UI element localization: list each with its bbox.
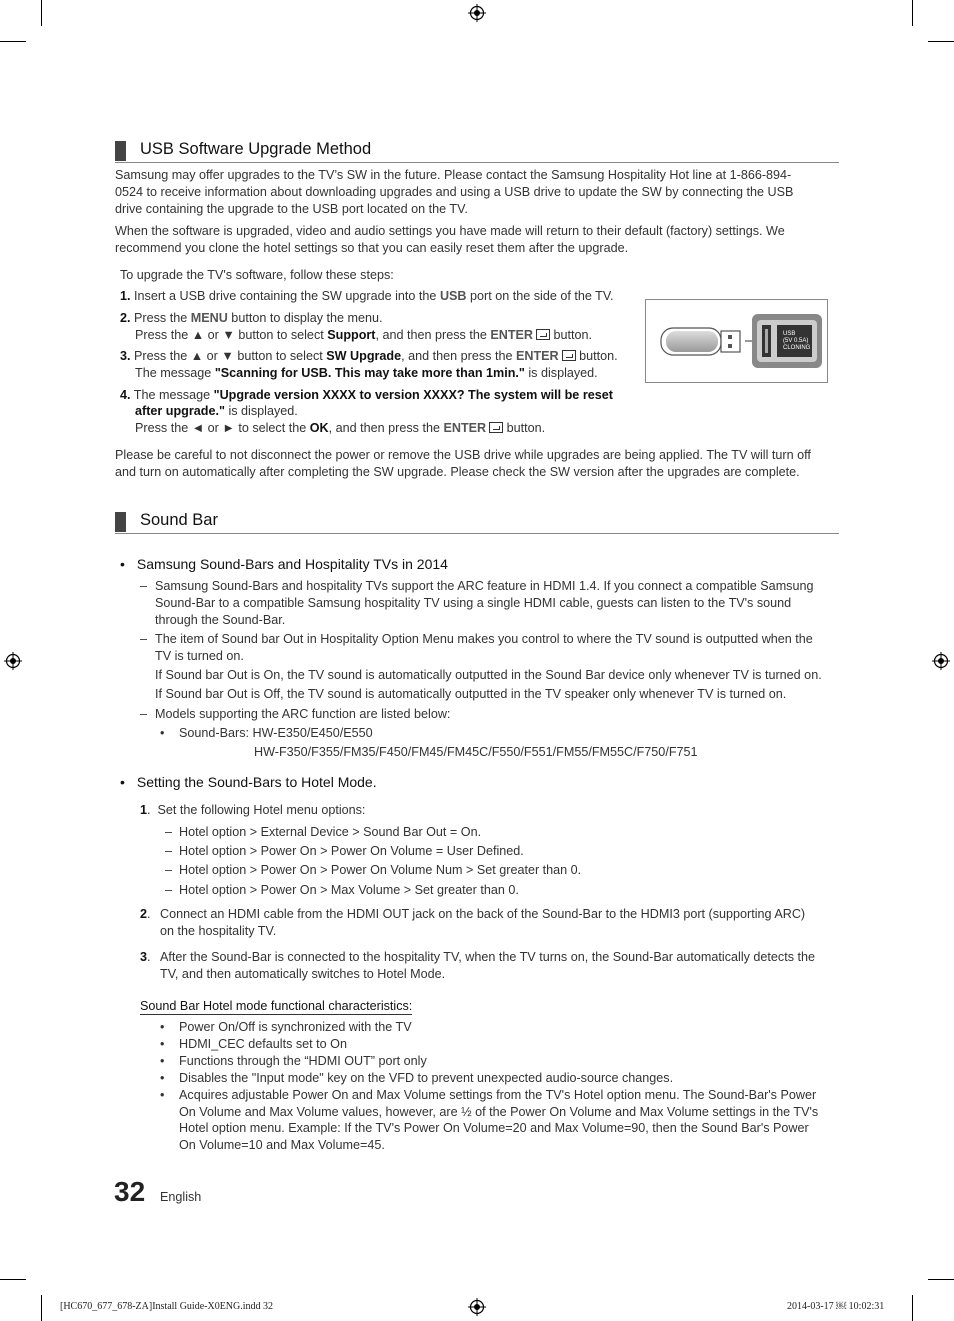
enter-icon (536, 329, 550, 340)
section-marker (115, 512, 126, 532)
usb-port-label: USB (5V 0.5A) CLONING (783, 331, 811, 351)
section-title-sound-bar: Sound Bar (140, 511, 218, 529)
characteristic-4: Disables the "Input mode" key on the VFD to prevent unexpected audio-source changes. (179, 1071, 674, 1085)
sound-bar-out-on: If Sound bar Out is On, the TV sound is automatically outputted in the Sound Bar device only whenever TV is turned on. (155, 668, 822, 682)
page-language: English (160, 1190, 202, 1204)
section-rule (115, 162, 839, 163)
bullet-dot: • (160, 726, 165, 740)
crop-mark (0, 41, 26, 42)
hotel-option-4: – Hotel option > Power On > Max Volume > Set greater than 0. (165, 883, 519, 897)
crop-mark (928, 41, 954, 42)
characteristics-title: Sound Bar Hotel mode functional characteristics: (140, 999, 413, 1013)
footer-timestamp: 2014-03-17 ￼ 10:02:31 (787, 1301, 885, 1312)
hotel-option-1: – Hotel option > External Device > Sound Bar Out = On. (165, 825, 482, 839)
bullet-dot: • (160, 1071, 165, 1085)
models-line-2: HW-F350/F355/FM35/F450/FM45/FM45C/F550/F551/FM55/FM55C/F750/F751 (254, 745, 698, 759)
crop-mark (912, 1295, 913, 1321)
hotel-step-2-num: 2. (140, 907, 151, 921)
usb-illustration (645, 299, 828, 383)
models-line-1: Sound-Bars: HW-E350/E450/E550 (179, 726, 373, 740)
settings-note-paragraph: When the software is upgraded, video and audio settings you have made will return to their default (factory) settings. We recommend you clone the hotel settings so that you can easily reset them after the upgrade. (115, 224, 785, 255)
registration-mark-icon (468, 4, 486, 22)
crop-mark (928, 1279, 954, 1280)
sound-bar-out-text: The item of Sound bar Out in Hospitality Option Menu makes you control to where the TV sound is outputted when the TV is turned on. (155, 632, 813, 663)
enter-icon (489, 422, 503, 433)
dash-item: – (140, 579, 148, 593)
sound-bar-out-off: If Sound bar Out is Off, the TV sound is automatically outputted in the TV speaker only whenever TV is turned on. (155, 687, 787, 701)
bullet-dot: • (160, 1054, 165, 1068)
bullet-dot: • (160, 1088, 165, 1102)
step-1: 1. Insert a USB drive containing the SW upgrade into the USB port on the side of the TV. (120, 289, 614, 303)
hotel-step-1: 1. Set the following Hotel menu options: (140, 803, 366, 817)
section-rule (115, 533, 839, 534)
crop-mark (0, 1279, 26, 1280)
intro-paragraph: Samsung may offer upgrades to the TV’s SW in the future. Please contact the Samsung Hospitality Hot line at 1-866-894- 0524 to receive information about downloading upgrades and using a USB drive to update the SW by connecting the USB drive containing the upgrade to the USB port located on the TV. (115, 168, 794, 216)
step-3: 3. Press the ▲ or ▼ button to select SW Upgrade, and then press the ENTER button. (120, 349, 618, 363)
hotel-step-3-num: 3. (140, 950, 151, 964)
step-4-line-2: after upgrade." is displayed. (135, 404, 298, 418)
dash-item: – (140, 707, 148, 721)
hotel-option-2: – Hotel option > Power On > Power On Volume = User Defined. (165, 844, 524, 858)
hotel-option-3: – Hotel option > Power On > Power On Volume Num > Set greater than 0. (165, 863, 582, 877)
crop-mark (41, 0, 42, 26)
arc-models-intro: Models supporting the ARC function are listed below: (155, 707, 451, 721)
bullet-dot: • (160, 1020, 165, 1034)
hotel-step-3: After the Sound-Bar is connected to the hospitality TV, when the TV turns on, the Sound-Bar automatically detects the TV, and then automatically switches to Hotel Mode. (160, 950, 816, 981)
registration-mark-icon (932, 652, 950, 670)
steps-intro: To upgrade the TV's software, follow these steps: (120, 268, 394, 282)
warning-paragraph: Please be careful to not disconnect the power or remove the USB drive while upgrades are being applied. The TV will turn off and turn on automatically after completing the SW upgrade. Please check the SW version after the upgrades are complete. (115, 448, 811, 479)
step-2: 2. Press the MENU button to display the menu. (120, 311, 383, 325)
hotel-step-2: Connect an HDMI cable from the HDMI OUT jack on the back of the Sound-Bar to the HDMI3 port (supporting ARC) on the hospitality TV. (160, 907, 806, 938)
section-title-usb-upgrade: USB Software Upgrade Method (140, 140, 372, 158)
step-2-line-2: Press the ▲ or ▼ button to select Support, and then press the ENTER button. (135, 328, 593, 342)
step-3-line-2: The message "Scanning for USB. This may take more than 1min." is displayed. (135, 366, 598, 380)
bullet-hotel-mode: • Setting the Sound-Bars to Hotel Mode. (120, 774, 377, 790)
page-number: 32 (114, 1176, 146, 1207)
characteristic-1: Power On/Off is synchronized with the TV (179, 1020, 412, 1034)
footer-file-info: [HC670_677_678-ZA]Install Guide-X0ENG.indd 32 (60, 1301, 274, 1312)
dash-item: – (140, 632, 148, 646)
section-marker (115, 141, 126, 161)
characteristic-5: Acquires adjustable Power On and Max Volume settings from the TV's Hotel option menu. The Sound-Bar's Power On Volume and Max Volume values, however, are ½ of the Power On Volume and Max Volume settings in the TV's Hotel option menu. Example: If the TV's Power On Volume=20 and Max Volume=90, then the Sound Bar's Power On Volume=10 and Max Volume=45. (179, 1088, 819, 1153)
crop-mark (41, 1295, 42, 1321)
registration-mark-icon (4, 652, 22, 670)
crop-mark (912, 0, 913, 26)
enter-icon (562, 350, 576, 361)
step-4-line-3: Press the ◄ or ► to select the OK, and then press the ENTER button. (135, 421, 546, 435)
characteristic-3: Functions through the “HDMI OUT” port only (179, 1054, 427, 1068)
step-4: 4. The message "Upgrade version XXXX to version XXXX? The system will be reset (120, 388, 613, 402)
bullet-dot: • (160, 1037, 165, 1051)
arc-support-text: Samsung Sound-Bars and hospitality TVs support the ARC feature in HDMI 1.4. If you connect a compatible Samsung Sound-Bar to a compatible Samsung hospitality TV using a single HDMI cable, guests can listen to the TV's sound through the Sound-Bar. (155, 579, 814, 627)
registration-mark-icon (468, 1298, 486, 1316)
bullet-soundbars-2014: • Samsung Sound-Bars and Hospitality TVs in 2014 (120, 556, 448, 572)
characteristic-2: HDMI_CEC defaults set to On (179, 1037, 347, 1051)
